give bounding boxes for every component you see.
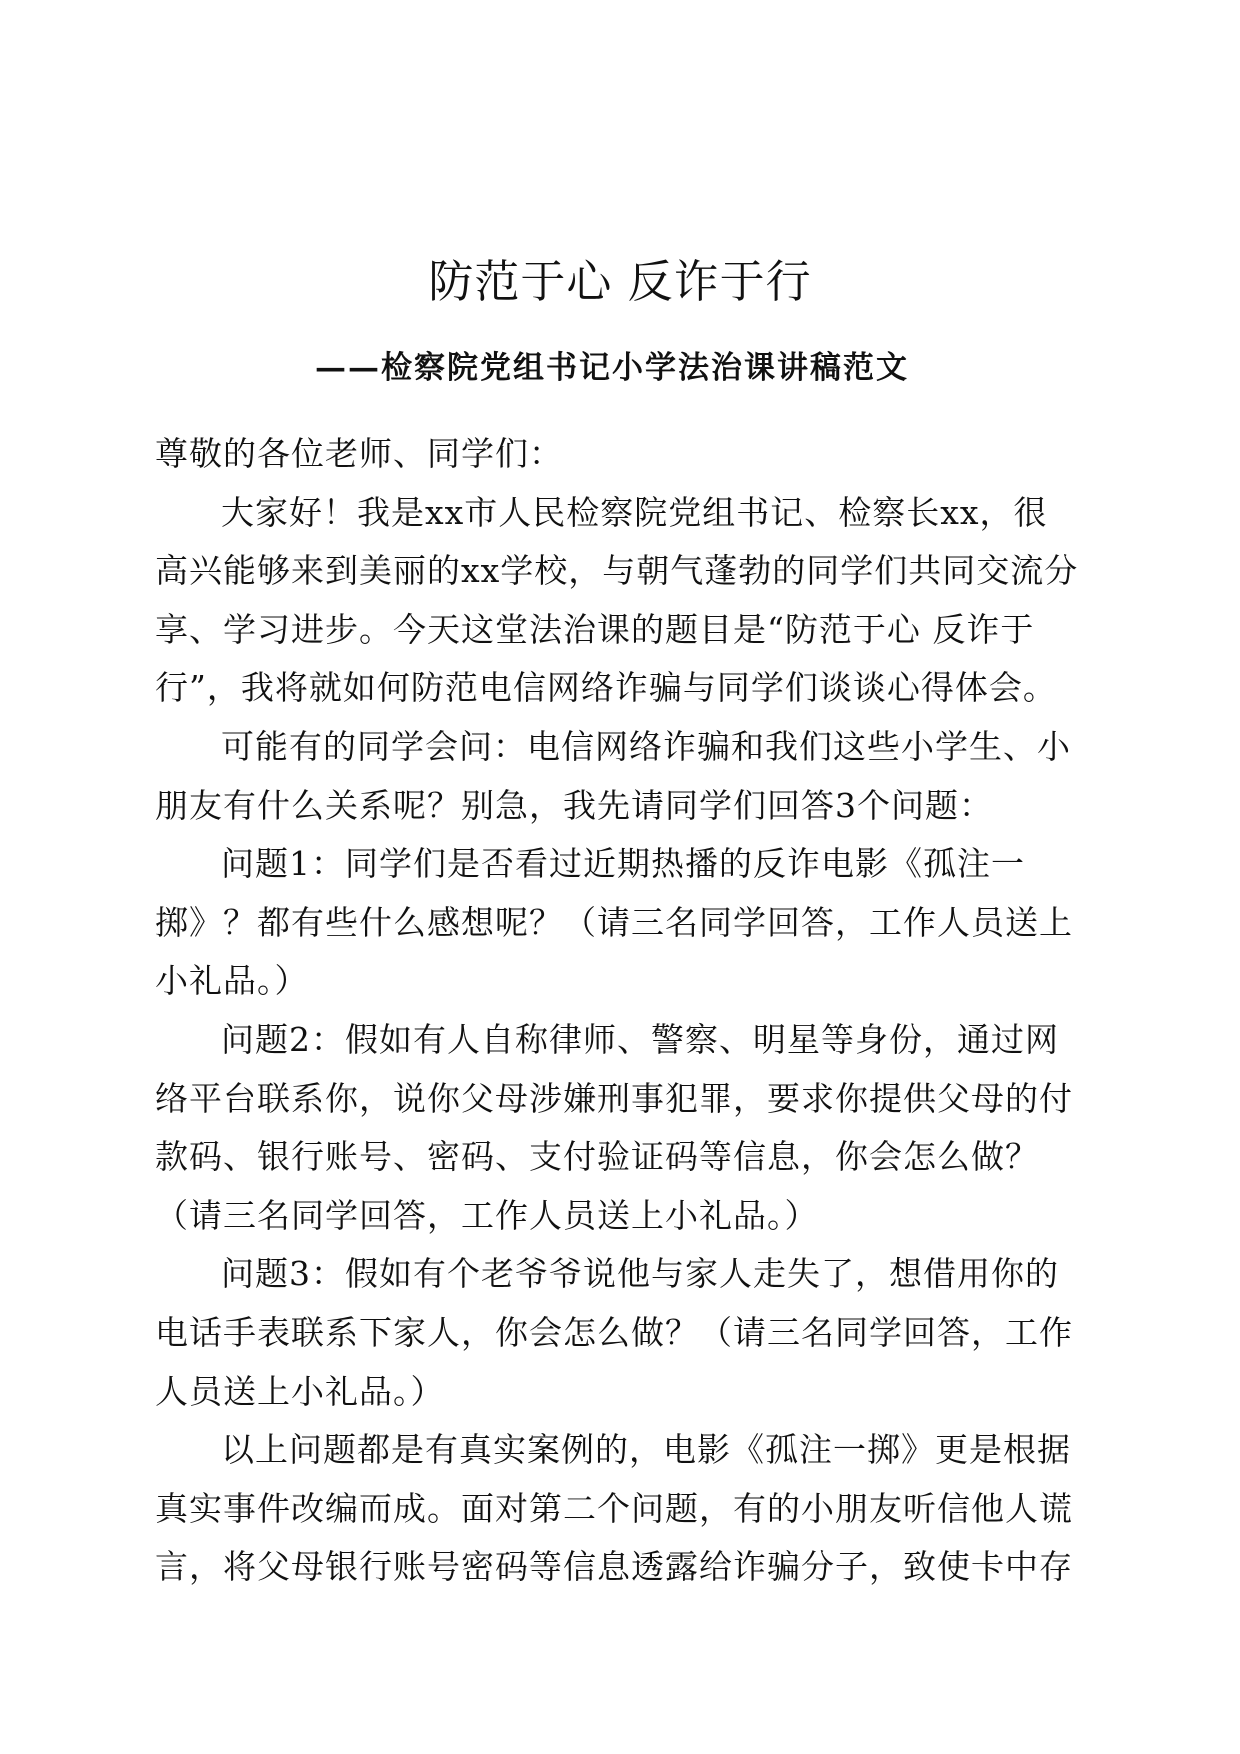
- greeting: 尊敬的各位老师、同学们：: [155, 434, 563, 473]
- paragraph-case-explanation: 以上问题都是有真实案例的，电影《孤注一掷》更是根据真实事件改编而成。面对第二个问题，有的小朋友听信他人谎言，将父母银行账号密码等信息透露给诈骗分子，致使卡中存: [155, 1430, 1073, 1587]
- paragraph-question-3: 问题3：假如有个老爷爷说他与家人走失了，想借用你的电话手表联系下家人，你会怎么做？（请三名同学回答，工作人员送上小礼品。）: [155, 1254, 1073, 1411]
- paragraph-question-lead: 可能有的同学会问：电信网络诈骗和我们这些小学生、小朋友有什么关系呢？别急，我先请同学们回答3个问题：: [155, 726, 1071, 825]
- document-title: 防范于心 反诈于行: [428, 255, 812, 308]
- paragraph-intro: 大家好！我是xx市人民检察院党组书记、检察长xx，很高兴能够来到美丽的xx学校，与朝气蓬勃的同学们共同交流分享、学习进步。今天这堂法治课的题目是“防范于心 反诈于行”，我将就如何防范电信网络诈骗与同学们谈谈心得体会。: [155, 492, 1079, 708]
- document-body: [155, 425, 1080, 1597]
- document-subtitle: ——检察院党组书记小学法治课讲稿范文: [315, 350, 909, 386]
- paragraph-question-1: 问题1：同学们是否看过近期热播的反诈电影《孤注一掷》？都有些什么感想呢？（请三名同学回答，工作人员送上小礼品。）: [155, 844, 1073, 1001]
- paragraph-question-2: 问题2：假如有人自称律师、警察、明星等身份，通过网络平台联系你，说你父母涉嫌刑事犯罪，要求你提供父母的付款码、银行账号、密码、支付验证码等信息，你会怎么做？（请三名同学回答，工作人员送上小礼品。）: [155, 1019, 1073, 1235]
